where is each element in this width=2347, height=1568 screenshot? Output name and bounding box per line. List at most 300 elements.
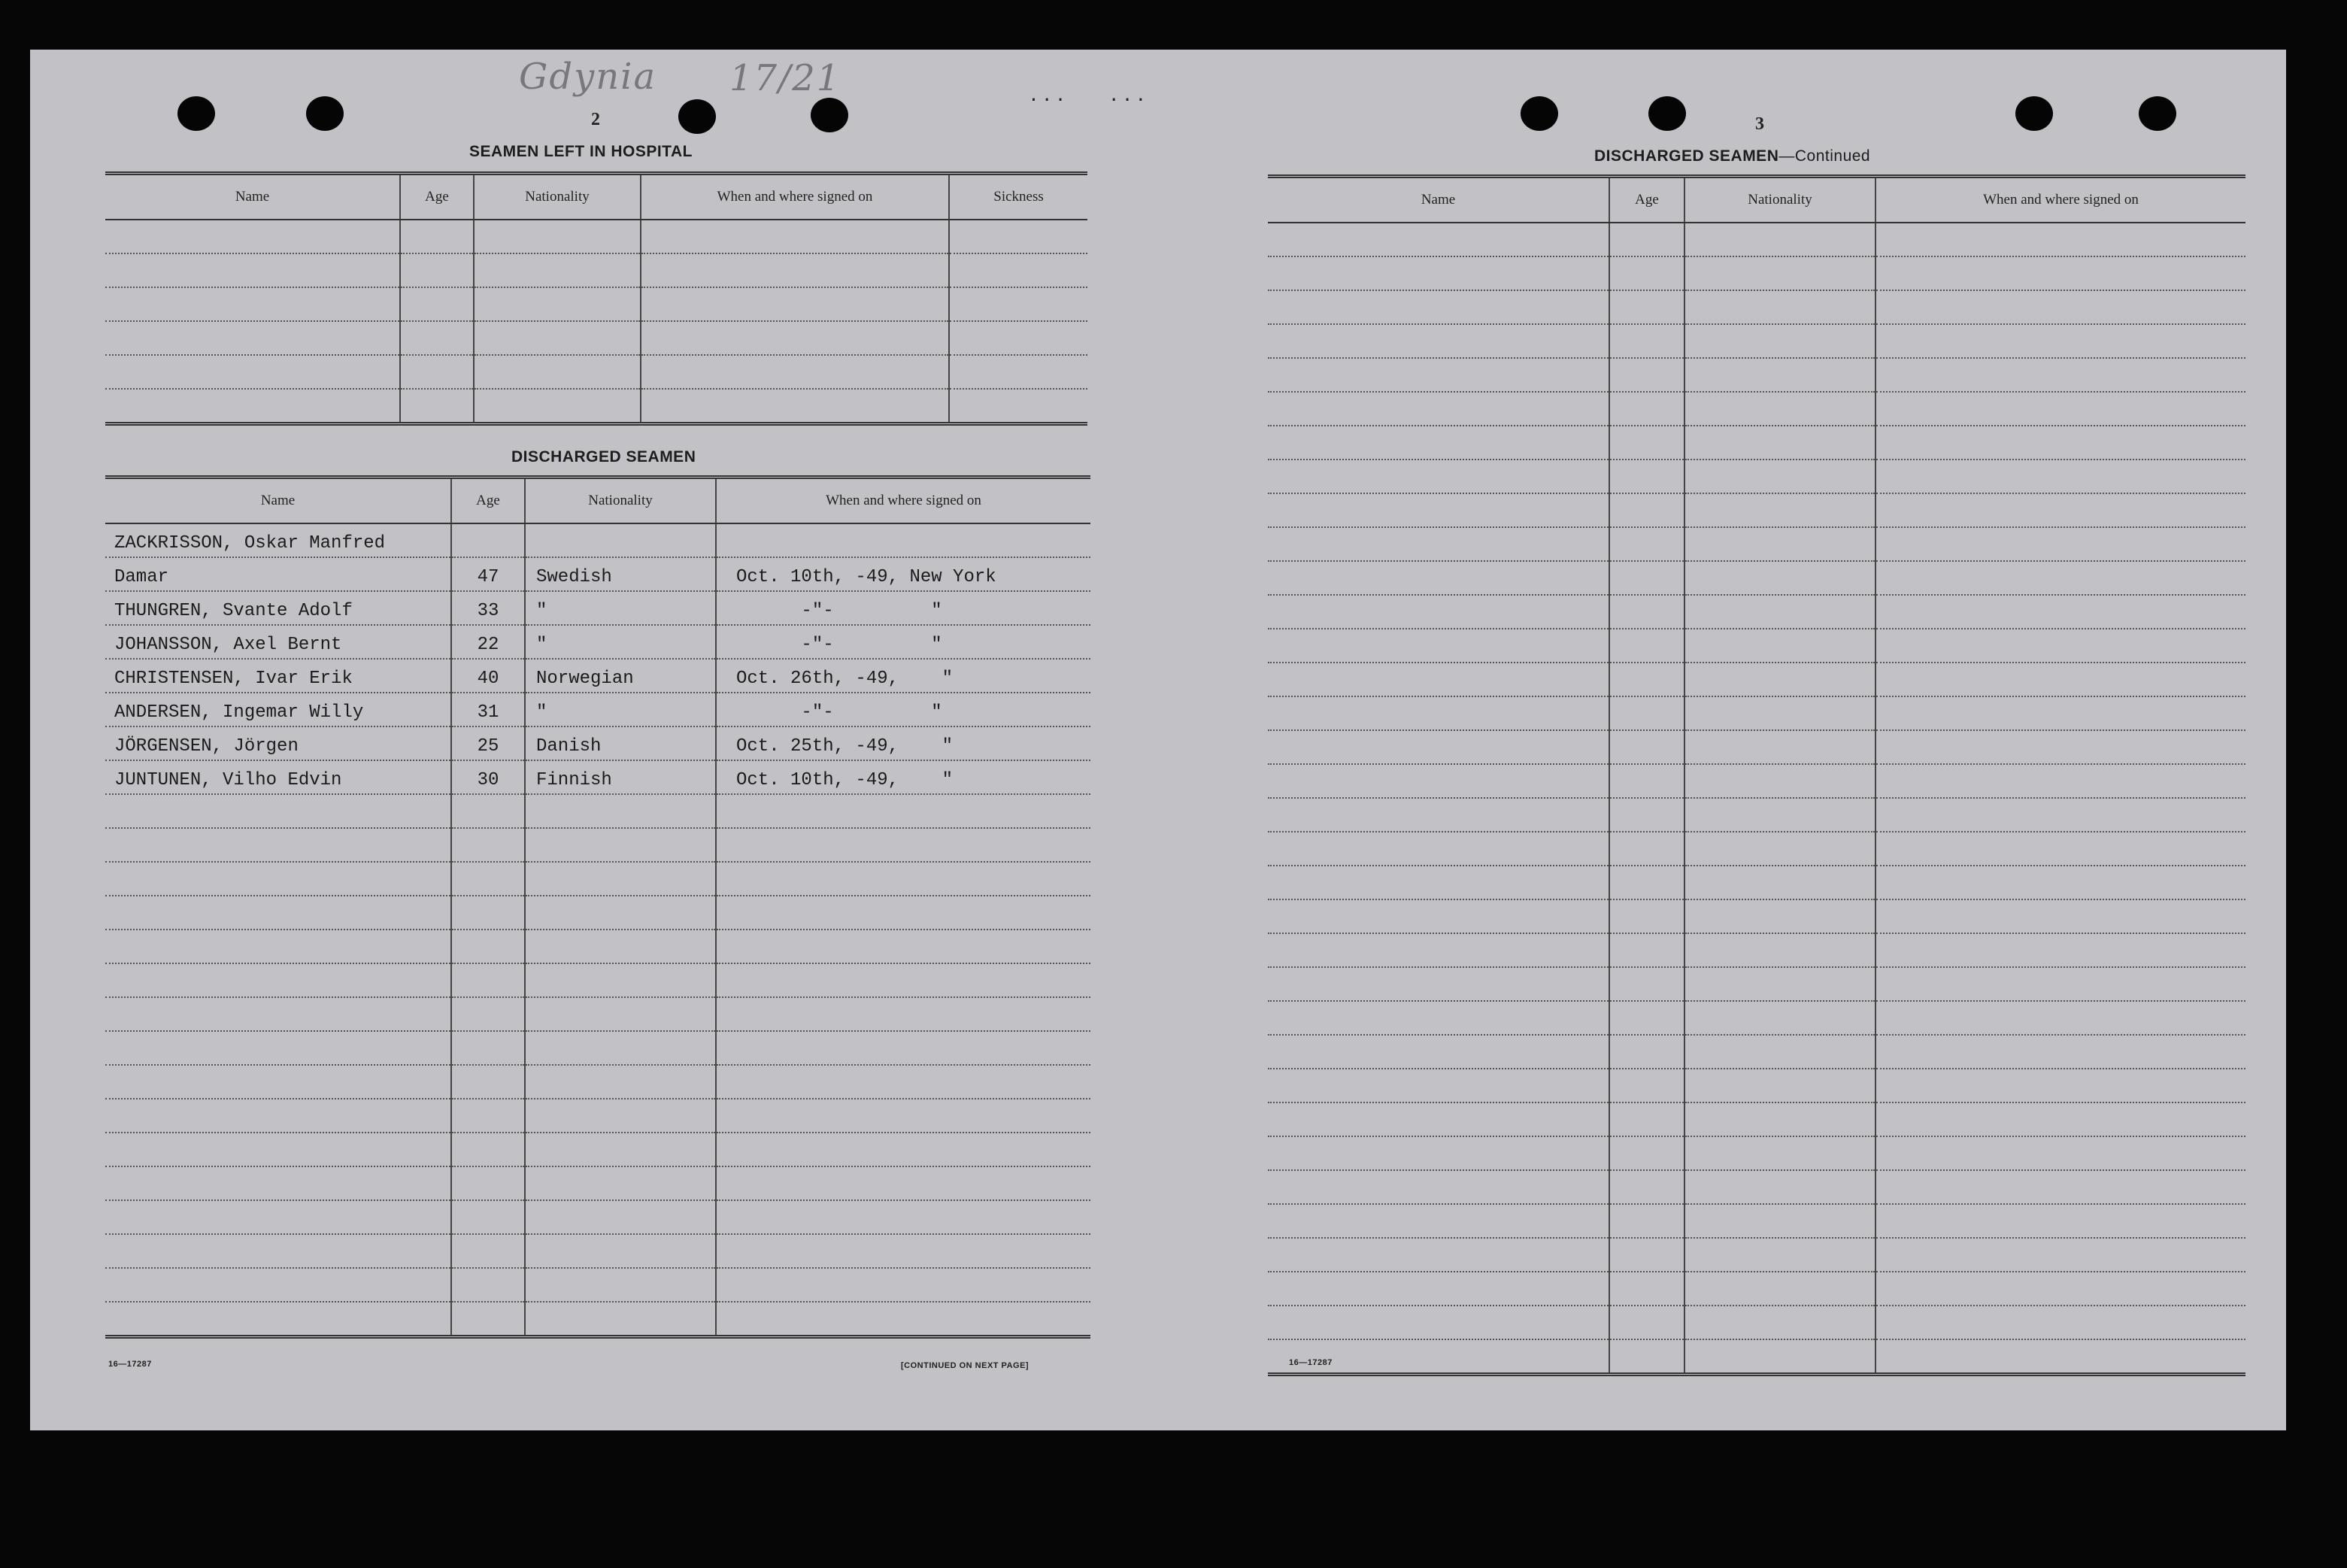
table-row <box>105 253 1087 287</box>
table-cell <box>1268 392 1609 426</box>
table-cell <box>1609 527 1684 561</box>
table-cell <box>1609 764 1684 798</box>
cell-text <box>105 1332 450 1335</box>
table-cell <box>105 253 400 287</box>
table-cell <box>105 1065 451 1099</box>
table-cell <box>1875 663 2245 696</box>
table-cell <box>451 963 525 997</box>
table-cell <box>1609 1272 1684 1306</box>
table-row <box>1268 527 2245 561</box>
table-cell <box>1875 459 2245 493</box>
table-cell <box>1609 426 1684 459</box>
punch-hole <box>2015 96 2053 131</box>
table-cell <box>1268 832 1609 866</box>
cell-text <box>526 554 715 557</box>
table-cell <box>1609 1204 1684 1238</box>
table-cell <box>105 896 451 930</box>
table-cell <box>451 896 525 930</box>
cell-text: -"- " <box>736 702 942 723</box>
table-cell <box>641 321 949 355</box>
cell-text <box>526 1061 715 1064</box>
table-cell <box>949 355 1087 389</box>
table-cell <box>949 321 1087 355</box>
column-header: Age <box>1609 177 1684 223</box>
table-row <box>1268 256 2245 290</box>
table-cell <box>716 726 1090 760</box>
cell-text <box>452 1230 524 1233</box>
cell-text <box>475 317 640 320</box>
cell-text: JÖRGENSEN, Jörgen <box>114 736 299 757</box>
table-row <box>1268 595 2245 629</box>
table-cell <box>1609 1102 1684 1136</box>
table-cell <box>1609 1136 1684 1170</box>
table-row <box>1268 1306 2245 1339</box>
discharged-section-title: DISCHARGED SEAMEN <box>511 448 696 466</box>
punch-hole <box>177 96 215 131</box>
table-cell <box>1684 1102 1875 1136</box>
table-cell <box>451 862 525 896</box>
table-cell <box>1875 1001 2245 1035</box>
table-cell <box>1875 1170 2245 1204</box>
cell-text <box>452 858 524 861</box>
table-row <box>1268 832 2245 866</box>
table-row <box>1268 1339 2245 1375</box>
table-cell <box>105 828 451 862</box>
table-cell <box>641 253 949 287</box>
table-cell <box>1684 1238 1875 1272</box>
table-cell <box>1609 1001 1684 1035</box>
table-cell <box>105 1200 451 1234</box>
table-cell <box>1609 933 1684 967</box>
table-row <box>1268 561 2245 595</box>
table-cell <box>1875 798 2245 832</box>
table-cell <box>1684 358 1875 392</box>
table-cell <box>1268 1069 1609 1102</box>
table-cell <box>1875 933 2245 967</box>
table-cell <box>474 355 641 389</box>
table-cell <box>1609 595 1684 629</box>
continued-suffix: —Continued <box>1778 147 1871 165</box>
table-cell <box>105 1166 451 1200</box>
cell-text <box>526 1027 715 1030</box>
cell-text <box>105 824 450 827</box>
table-cell <box>1268 358 1609 392</box>
table-cell <box>451 930 525 963</box>
cell-text: Finnish <box>536 770 612 790</box>
table-cell <box>1268 663 1609 696</box>
table-row <box>105 1268 1090 1302</box>
table-row <box>1268 933 2245 967</box>
table-row <box>1268 290 2245 324</box>
table-cell <box>525 726 716 760</box>
cell-text <box>105 926 450 929</box>
table-cell <box>949 287 1087 321</box>
table-cell <box>105 355 400 389</box>
cell-text <box>475 419 640 422</box>
table-cell <box>1684 324 1875 358</box>
table-cell <box>1875 358 2245 392</box>
cell-text <box>526 1163 715 1166</box>
table-cell <box>716 693 1090 726</box>
cell-text <box>452 1027 524 1030</box>
table-cell <box>716 930 1090 963</box>
cell-text <box>717 926 1090 929</box>
table-cell <box>451 659 525 693</box>
table-cell <box>400 220 474 253</box>
cell-text <box>526 824 715 827</box>
table-cell <box>1609 629 1684 663</box>
table-cell <box>641 355 949 389</box>
table-row <box>105 726 1090 760</box>
table-cell <box>716 1234 1090 1268</box>
table-cell <box>1684 1170 1875 1204</box>
cell-text <box>717 1163 1090 1166</box>
table-cell <box>1609 392 1684 426</box>
table-cell <box>525 591 716 625</box>
table-cell <box>1609 256 1684 290</box>
table-cell <box>105 220 400 253</box>
table-cell <box>1268 1339 1609 1375</box>
discharged-continued-title <box>1594 147 1870 165</box>
table-row <box>1268 1069 2245 1102</box>
column-header: Sickness <box>949 174 1087 220</box>
table-cell <box>1609 290 1684 324</box>
cell-text <box>717 1264 1090 1267</box>
table-cell <box>1268 290 1609 324</box>
table-cell <box>525 1166 716 1200</box>
cell-text <box>105 317 399 320</box>
table-cell <box>1609 1306 1684 1339</box>
table-cell <box>1684 866 1875 899</box>
table-cell <box>105 963 451 997</box>
table-cell <box>451 557 525 591</box>
column-header: Nationality <box>1684 177 1875 223</box>
table-cell <box>949 253 1087 287</box>
cell-text: Oct. 10th, -49, " <box>736 770 954 790</box>
cell-text <box>717 1027 1090 1030</box>
cell-text <box>105 351 399 354</box>
cell-text <box>452 1163 524 1166</box>
table-cell <box>451 997 525 1031</box>
table-cell <box>1684 730 1875 764</box>
table-cell <box>451 1268 525 1302</box>
cell-text <box>526 926 715 929</box>
table-cell <box>105 1268 451 1302</box>
table-cell <box>1684 595 1875 629</box>
table-cell <box>105 1302 451 1337</box>
table-cell <box>1268 1272 1609 1306</box>
table-cell <box>525 1099 716 1133</box>
table-cell <box>105 523 451 557</box>
continued-note: [CONTINUED ON NEXT PAGE] <box>901 1361 1029 1370</box>
table-cell <box>525 1268 716 1302</box>
table-row <box>105 1065 1090 1099</box>
cell-text <box>105 892 450 895</box>
cell-text: 33 <box>477 601 499 621</box>
table-cell <box>1684 798 1875 832</box>
table-cell <box>400 389 474 424</box>
table-cell <box>1875 493 2245 527</box>
table-cell <box>105 794 451 828</box>
cell-text <box>526 1332 715 1335</box>
table-row <box>1268 493 2245 527</box>
cell-text <box>105 1095 450 1098</box>
cell-text <box>641 351 948 354</box>
table-row <box>105 1234 1090 1268</box>
table-row <box>1268 1136 2245 1170</box>
table-cell <box>1684 1035 1875 1069</box>
table-row <box>1268 1102 2245 1136</box>
table-cell <box>1875 426 2245 459</box>
table-cell <box>716 659 1090 693</box>
table-cell <box>716 760 1090 794</box>
cell-text <box>475 284 640 287</box>
table-cell <box>1684 561 1875 595</box>
table-row <box>105 659 1090 693</box>
punch-hole <box>678 99 716 134</box>
cell-text <box>641 317 948 320</box>
table-cell <box>1684 764 1875 798</box>
table-cell <box>105 726 451 760</box>
table-cell <box>1684 1001 1875 1035</box>
table-row <box>105 625 1090 659</box>
table-cell <box>1684 1272 1875 1306</box>
cell-text <box>950 317 1087 320</box>
table-cell <box>105 693 451 726</box>
cell-text <box>717 960 1090 963</box>
table-row <box>1268 866 2245 899</box>
cell-text <box>950 284 1087 287</box>
table-cell <box>1609 1170 1684 1204</box>
cell-text <box>452 1095 524 1098</box>
table-cell <box>716 1031 1090 1065</box>
table-cell <box>1609 1035 1684 1069</box>
table-cell <box>474 220 641 253</box>
table-cell <box>716 862 1090 896</box>
cell-text <box>452 1196 524 1200</box>
table-cell <box>1875 1136 2245 1170</box>
table-cell <box>474 287 641 321</box>
table-cell <box>525 1234 716 1268</box>
cell-text <box>475 250 640 253</box>
table-row <box>105 930 1090 963</box>
table-cell <box>1684 899 1875 933</box>
table-cell <box>105 862 451 896</box>
cell-text <box>526 892 715 895</box>
table-cell <box>451 1099 525 1133</box>
cell-text <box>105 960 450 963</box>
table-cell <box>1875 1339 2245 1375</box>
table-cell <box>1684 527 1875 561</box>
table-cell <box>1609 967 1684 1001</box>
table-row <box>1268 967 2245 1001</box>
table-cell <box>1268 595 1609 629</box>
cell-text <box>401 419 473 422</box>
table-cell <box>716 1302 1090 1337</box>
table-cell <box>1268 1204 1609 1238</box>
table-cell <box>525 896 716 930</box>
table-cell <box>1875 866 2245 899</box>
table-cell <box>400 253 474 287</box>
table-cell <box>641 389 949 424</box>
table-cell <box>525 1031 716 1065</box>
table-cell <box>641 287 949 321</box>
table-cell <box>1875 899 2245 933</box>
cell-text <box>717 858 1090 861</box>
table-cell <box>525 693 716 726</box>
table-row <box>105 963 1090 997</box>
table-cell <box>1268 629 1609 663</box>
table-cell <box>716 828 1090 862</box>
table-cell <box>1875 1102 2245 1136</box>
table-row <box>1268 730 2245 764</box>
table-row <box>105 287 1087 321</box>
table-cell <box>1875 967 2245 1001</box>
table-cell <box>525 1065 716 1099</box>
table-cell <box>105 659 451 693</box>
table-cell <box>1609 223 1684 256</box>
table-cell <box>525 659 716 693</box>
table-cell <box>451 726 525 760</box>
cell-text <box>717 1129 1090 1132</box>
table-row <box>105 1302 1090 1337</box>
table-cell <box>105 1133 451 1166</box>
table-cell <box>451 1031 525 1065</box>
table-cell <box>1609 696 1684 730</box>
table-row <box>1268 223 2245 256</box>
cell-text <box>950 419 1087 422</box>
cell-text <box>526 1298 715 1301</box>
table-cell <box>1875 1069 2245 1102</box>
table-cell <box>1875 595 2245 629</box>
cell-text: -"- " <box>736 635 942 655</box>
table-cell <box>525 997 716 1031</box>
table-row <box>1268 1170 2245 1204</box>
table-cell <box>1268 899 1609 933</box>
table-cell <box>451 1133 525 1166</box>
table-cell <box>525 1302 716 1337</box>
cell-text <box>401 351 473 354</box>
cell-text: ANDERSEN, Ingemar Willy <box>114 702 364 723</box>
cell-text: 31 <box>477 702 499 723</box>
table-cell <box>525 760 716 794</box>
column-header: Name <box>1268 177 1609 223</box>
table-cell <box>1875 696 2245 730</box>
ledger-sheet <box>30 50 2286 1430</box>
column-header: Name <box>105 478 451 524</box>
cell-text <box>105 858 450 861</box>
table-cell <box>451 760 525 794</box>
cell-text <box>105 1129 450 1132</box>
handwritten-note: Gdynia <box>519 56 657 98</box>
table-cell <box>1268 1306 1609 1339</box>
cell-text: 22 <box>477 635 499 655</box>
table-cell <box>1875 256 2245 290</box>
table-cell <box>1875 1204 2245 1238</box>
table-cell <box>949 220 1087 253</box>
table-cell <box>1609 899 1684 933</box>
table-cell <box>1609 730 1684 764</box>
table-cell <box>1875 1272 2245 1306</box>
cell-text: " <box>536 702 547 723</box>
cell-text <box>526 1095 715 1098</box>
hospital-table <box>105 171 1087 426</box>
table-cell <box>105 625 451 659</box>
cell-text <box>452 892 524 895</box>
table-cell <box>525 523 716 557</box>
table-cell <box>525 1200 716 1234</box>
cell-text: Danish <box>536 736 602 757</box>
cell-text: Oct. 25th, -49, " <box>736 736 954 757</box>
table-cell <box>1268 730 1609 764</box>
table-cell <box>451 1234 525 1268</box>
discharged-table <box>105 475 1090 1339</box>
table-cell <box>1875 629 2245 663</box>
table-row <box>105 523 1090 557</box>
table-cell <box>1268 696 1609 730</box>
column-header: When and where signed on <box>1875 177 2245 223</box>
table-row <box>1268 324 2245 358</box>
table-cell <box>400 287 474 321</box>
table-cell <box>716 523 1090 557</box>
table-cell <box>1875 223 2245 256</box>
cell-text <box>452 960 524 963</box>
cell-text <box>717 892 1090 895</box>
cell-text <box>717 1095 1090 1098</box>
cell-text: " <box>536 635 547 655</box>
cell-text <box>452 554 524 557</box>
table-cell <box>525 862 716 896</box>
cell-text <box>641 385 948 388</box>
cell-text <box>105 1163 450 1166</box>
discharged-continued-table <box>1268 174 2245 1376</box>
cell-text <box>717 1061 1090 1064</box>
cell-text <box>717 1230 1090 1233</box>
cell-text: Oct. 10th, -49, New York <box>736 567 996 587</box>
table-cell <box>716 1099 1090 1133</box>
form-code: 16—17287 <box>108 1360 152 1369</box>
table-cell <box>474 253 641 287</box>
table-row <box>105 896 1090 930</box>
table-row <box>105 828 1090 862</box>
table-cell <box>451 828 525 862</box>
table-cell <box>400 355 474 389</box>
table-cell <box>716 625 1090 659</box>
column-header: Age <box>400 174 474 220</box>
cell-text <box>475 351 640 354</box>
table-cell <box>1268 764 1609 798</box>
table-row <box>105 389 1087 424</box>
table-cell <box>1875 832 2245 866</box>
table-row <box>105 1031 1090 1065</box>
table-cell <box>1268 866 1609 899</box>
table-cell <box>1268 1102 1609 1136</box>
table-cell <box>1684 1136 1875 1170</box>
table-cell <box>451 1065 525 1099</box>
table-cell <box>105 930 451 963</box>
table-cell <box>105 557 451 591</box>
table-cell <box>105 591 451 625</box>
punch-hole <box>1521 96 1558 131</box>
column-header: Name <box>105 174 400 220</box>
table-cell <box>474 389 641 424</box>
table-cell <box>1268 223 1609 256</box>
cell-text: Damar <box>114 567 169 587</box>
table-row <box>105 220 1087 253</box>
cell-text: 40 <box>477 669 499 689</box>
punch-hole <box>306 96 344 131</box>
table-cell <box>1609 832 1684 866</box>
